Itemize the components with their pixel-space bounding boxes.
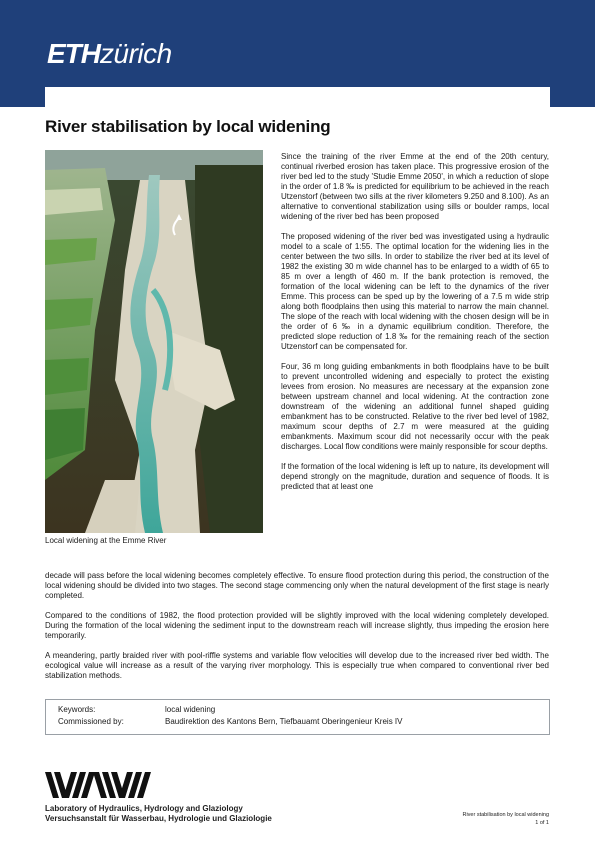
figure-caption: Local widening at the Emme River — [45, 536, 167, 545]
footer-page-number: 1 of 1 — [535, 820, 549, 826]
river-aerial-photo — [45, 150, 263, 533]
keywords-value: local widening — [165, 705, 216, 714]
page-title: River stabilisation by local widening — [45, 117, 331, 136]
keywords-row — [58, 705, 215, 715]
right-column-text — [281, 152, 549, 492]
vaw-logo — [45, 772, 155, 803]
paragraph-3: Four, 36 m long guiding embankments in both floodplains have to be built to prevent uncontrolled widening and especially to protect the existing levees from erosion. No measures are necessary at the expansion zone between upstream channel and local widening. At the contraction zone downstream of the widening an additional funnel shaped guiding embankment has to be constructed. Relative to the river bed level of 1982, maximum scour depths of 2.7 m were measured at the guiding embankments. Maximum scour did not necessarily occur with the peak discharges. Local flow conditions were mainly responsible for scour depths. — [281, 362, 549, 451]
eth-zurich-logo — [47, 38, 172, 70]
keywords-box — [45, 699, 550, 735]
header-inset — [45, 87, 550, 111]
paragraph-5: Compared to the conditions of 1982, the flood protection provided will be slightly improved with the local widening completely developed. During the formation of the local widening the sediment input to the downstream reach will increase slightly, thus impeding the erosion here temporarily. — [45, 611, 549, 640]
paragraph-4-start: If the formation of the local widening is left up to nature, its development will depend strongly on the magnitude, duration and sequence of floods. It is predicted that at least one — [281, 462, 549, 491]
paragraph-2: The proposed widening of the river bed was investigated using a hydraulic model to a scale of 1:55. The optimal location for the widening lies in the center between the two sills. In order to stabilize the river bed at its level of 1982 the existing 30 m wide channel has to be enlarged to a width of 65 to 85 m over a length of 460 m. If the bank protection is removed, the formation of the local widening can be left to the dynamics of the river Emme. This process can be sped up by the lowering of a 7.5 m wide strip along both floodplains then using this material to narrow the main channel. The slope of the reach with local widening with the chosen design will be in the order of 6 ‰ in a dynamic equilibrium condition. Therefore, the predicted slope reduction of 1.8 ‰ for the remaining reach of the section Utzenstorf can be compensated for. — [281, 232, 549, 351]
paragraph-6: A meandering, partly braided river with pool-riffle systems and variable flow velocities will develop due to the increased river bed width. The ecological value will increase as a result of the varying river morphology. This is especially true when compared to conventional river bed stabilization methods. — [45, 651, 549, 680]
logo-zurich: zürich — [100, 38, 172, 69]
commissioned-label: Commissioned by: — [58, 717, 124, 726]
lab-name-english: Laboratory of Hydraulics, Hydrology and Glaziology — [45, 804, 243, 813]
keywords-label: Keywords: — [58, 705, 96, 714]
lab-name-german: Versuchsanstalt für Wasserbau, Hydrologie und Glaziologie — [45, 814, 272, 823]
footer-doc-name: River stabilisation by local widening — [462, 812, 549, 818]
paragraph-1: Since the training of the river Emme at the end of the 20th century, continual riverbed erosion has taken place. This progressive erosion of the river bed led to the study 'Studie Emme 2050', in which a reduction of slope in the order of 1.8 ‰ is predicted for equilibrium to be achieved in the reach Utzenstorf (between two sills at the river kilometers 9.250 and 8.100). As an alternative to conventional stabilization using sills or boulder ramps, local widening of the river bed has been proposed — [281, 152, 549, 221]
full-width-text — [45, 571, 549, 691]
logo-eth: ETH — [47, 38, 100, 69]
commissioned-value: Baudirektion des Kantons Bern, Tiefbauamt Oberingenieur Kreis IV — [165, 717, 403, 726]
paragraph-4-continued: decade will pass before the local widening becomes completely effective. To ensure flood protection during this period, the construction of the local widening should be divided into two stages. The second stage commencing only when the natural development of the first stage is nearly completed. — [45, 571, 549, 600]
commissioned-row — [58, 717, 402, 727]
